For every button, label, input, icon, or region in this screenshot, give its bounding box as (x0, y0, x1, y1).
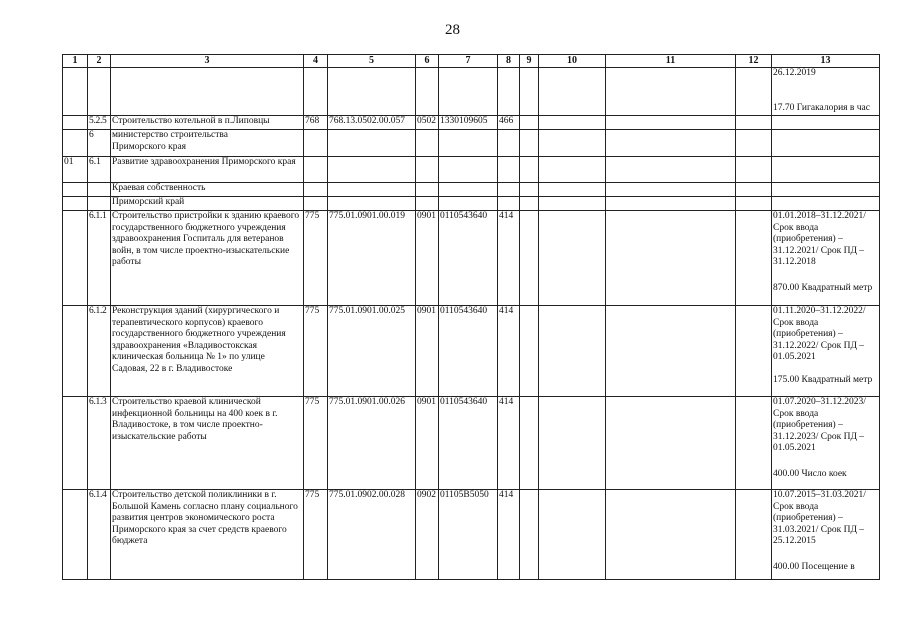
row-id: 01 (63, 157, 88, 183)
row-number: 6.1 (88, 157, 111, 183)
empty-cell (772, 130, 880, 157)
row-c7: 1330109605 (439, 116, 498, 130)
empty-cell (63, 306, 88, 397)
empty-cell (416, 197, 439, 211)
empty-cell (439, 197, 498, 211)
row-c6: 0901 (416, 211, 439, 306)
row-name: Приморский край (111, 197, 304, 211)
row-c6: 0901 (416, 397, 439, 490)
table-row (63, 397, 880, 490)
row-id (63, 116, 88, 130)
empty-cell (539, 183, 606, 197)
row-dates: 01.01.2018–31.12.2021/ Срок ввода (приобретения) – 31.12.2021/ Срок ПД – 31.12.2018 (773, 211, 866, 268)
column-header: 3 (111, 55, 304, 68)
empty-cell (736, 397, 772, 490)
column-header: 10 (539, 55, 606, 68)
row-name: Строительство детской поликлиники в г. Большой Камень согласно плану социального развития центров экономического роста Приморского края за счет средств краевого бюджета (111, 490, 304, 580)
column-header: 11 (606, 55, 736, 68)
empty-cell (606, 68, 736, 116)
empty-cell (520, 197, 539, 211)
column-header: 6 (416, 55, 439, 68)
row-c4: 768 (304, 116, 328, 130)
table-row (63, 211, 880, 306)
column-header: 9 (520, 55, 539, 68)
investment-table (62, 54, 880, 580)
empty-cell (416, 130, 439, 157)
empty-cell (606, 211, 736, 306)
column-header: 2 (88, 55, 111, 68)
empty-cell (606, 397, 736, 490)
row-c13 (772, 490, 880, 580)
row-measure: 175.00 Квадратный метр (773, 374, 873, 385)
empty-cell (520, 211, 539, 306)
row-name: Строительство котельной в п.Липовцы (111, 116, 304, 130)
table-row (63, 68, 880, 116)
row-number: 6.1.3 (88, 397, 111, 490)
empty-cell (520, 183, 539, 197)
row-c13 (772, 211, 880, 306)
row-c7: 0110543640 (439, 211, 498, 306)
row-c7: 0110543640 (439, 397, 498, 490)
empty-cell (539, 68, 606, 116)
empty-cell (304, 197, 328, 211)
row-c6: 0901 (416, 306, 439, 397)
empty-cell (498, 197, 520, 211)
empty-cell (520, 116, 539, 130)
page-number: 28 (445, 22, 460, 38)
empty-cell (736, 490, 772, 580)
empty-cell (539, 397, 606, 490)
column-header: 8 (498, 55, 520, 68)
empty-cell (63, 490, 88, 580)
empty-cell (736, 211, 772, 306)
column-header: 1 (63, 55, 88, 68)
row-c13 (772, 68, 880, 116)
empty-cell (304, 183, 328, 197)
row-c7: 0110543640 (439, 306, 498, 397)
row-name (111, 68, 304, 116)
row-c4: 775 (304, 397, 328, 490)
empty-cell (539, 116, 606, 130)
table-row (63, 130, 880, 157)
empty-cell (88, 183, 111, 197)
empty-cell (63, 211, 88, 306)
row-c6: 0502 (416, 116, 439, 130)
empty-cell (606, 306, 736, 397)
row-id (63, 68, 88, 116)
row-c5: 768.13.0502.00.057 (328, 116, 416, 130)
table-row (63, 490, 880, 580)
empty-cell (520, 68, 539, 116)
row-dates: 01.07.2020–31.12.2023/ Срок ввода (приобретения) – 31.12.2023/ Срок ПД – 01.05.2021 (773, 397, 866, 454)
row-c8: 414 (498, 490, 520, 580)
empty-cell (304, 157, 328, 183)
row-c5: 775.01.0902.00.028 (328, 490, 416, 580)
table-row (63, 306, 880, 397)
empty-cell (606, 157, 736, 183)
row-name: Строительство краевой клинической инфекционной больницы на 400 коек в г. Владивостоке, в том числе проектно-изыскательские работы (111, 397, 304, 490)
row-number: 6.1.4 (88, 490, 111, 580)
empty-cell (416, 157, 439, 183)
empty-cell (328, 197, 416, 211)
row-c7 (439, 68, 498, 116)
row-measure: 17.70 Гигакалория в час (773, 102, 870, 113)
empty-cell (498, 183, 520, 197)
column-header: 4 (304, 55, 328, 68)
empty-cell (772, 183, 880, 197)
row-number: 6.1.2 (88, 306, 111, 397)
empty-cell (772, 197, 880, 211)
empty-cell (498, 130, 520, 157)
empty-cell (736, 197, 772, 211)
row-c4: 775 (304, 306, 328, 397)
empty-cell (520, 130, 539, 157)
table-row (63, 157, 880, 183)
empty-cell (736, 116, 772, 130)
row-c4: 775 (304, 490, 328, 580)
row-c4: 775 (304, 211, 328, 306)
empty-cell (606, 197, 736, 211)
empty-cell (606, 130, 736, 157)
empty-cell (539, 197, 606, 211)
row-dates: 01.11.2020–31.12.2022/ Срок ввода (приобретения) – 31.12.2022/ Срок ПД – 01.05.2021 (773, 306, 866, 363)
row-name: Реконструкция зданий (хирургического и терапевтического корпусов) краевого государственного бюджетного учреждения здравоохранения «Владивостокская клиническая больница № 1» по улице Садовая, 22 в г. Владивостоке (111, 306, 304, 397)
row-name: министерство строительства Приморского края (111, 130, 304, 157)
table-row (63, 183, 880, 197)
empty-cell (520, 490, 539, 580)
table-row (63, 197, 880, 211)
empty-cell (416, 183, 439, 197)
empty-cell (772, 157, 880, 183)
empty-cell (328, 130, 416, 157)
row-number: 5.2.5 (88, 116, 111, 130)
column-header: 13 (772, 55, 880, 68)
row-c13 (772, 116, 880, 130)
row-c8: 414 (498, 306, 520, 397)
row-c13 (772, 397, 880, 490)
empty-cell (736, 183, 772, 197)
row-dates: 26.12.2019 (773, 68, 816, 78)
empty-cell (304, 130, 328, 157)
empty-cell (520, 306, 539, 397)
empty-cell (539, 130, 606, 157)
row-dates: 10.07.2015–31.03.2021/ Срок ввода (приобретения) – 31.03.2021/ Срок ПД – 25.12.2015 (773, 490, 866, 547)
row-c6 (416, 68, 439, 116)
row-c13 (772, 306, 880, 397)
empty-cell (539, 490, 606, 580)
row-name: Краевая собственность (111, 183, 304, 197)
row-c5: 775.01.0901.00.026 (328, 397, 416, 490)
empty-cell (606, 183, 736, 197)
empty-cell (439, 130, 498, 157)
row-c6: 0902 (416, 490, 439, 580)
empty-cell (539, 211, 606, 306)
row-c8: 466 (498, 116, 520, 130)
row-c5 (328, 68, 416, 116)
row-c5: 775.01.0901.00.019 (328, 211, 416, 306)
empty-cell (736, 68, 772, 116)
row-number: 6.1.1 (88, 211, 111, 306)
row-c4 (304, 68, 328, 116)
row-measure: 870.00 Квадратный метр (773, 282, 873, 293)
empty-cell (88, 197, 111, 211)
row-c8 (498, 68, 520, 116)
row-number: 6 (88, 130, 111, 157)
column-header: 12 (736, 55, 772, 68)
empty-cell (328, 157, 416, 183)
empty-cell (328, 183, 416, 197)
empty-cell (63, 197, 88, 211)
header-row (63, 55, 880, 68)
table-row (63, 116, 880, 130)
empty-cell (63, 397, 88, 490)
empty-cell (439, 183, 498, 197)
empty-cell (520, 397, 539, 490)
row-name: Строительство пристройки к зданию краевого государственного бюджетного учреждения здравоохранения Госпиталь для ветеранов войн, в том числе проектно-изыскательские работы (111, 211, 304, 306)
empty-cell (736, 130, 772, 157)
row-c8: 414 (498, 397, 520, 490)
row-measure: 400.00 Число коек (773, 468, 847, 479)
row-name: Развитие здравоохранения Приморского края (111, 157, 304, 183)
row-measure: 400.00 Посещение в (773, 561, 855, 572)
empty-cell (520, 157, 539, 183)
empty-cell (439, 157, 498, 183)
column-header: 7 (439, 55, 498, 68)
empty-cell (736, 157, 772, 183)
empty-cell (539, 306, 606, 397)
empty-cell (498, 157, 520, 183)
empty-cell (606, 116, 736, 130)
empty-cell (63, 183, 88, 197)
empty-cell (606, 490, 736, 580)
column-header: 5 (328, 55, 416, 68)
empty-cell (736, 306, 772, 397)
row-c5: 775.01.0901.00.025 (328, 306, 416, 397)
empty-cell (539, 157, 606, 183)
row-number (88, 68, 111, 116)
row-c8: 414 (498, 211, 520, 306)
row-c7: 01105В5050 (439, 490, 498, 580)
row-id (63, 130, 88, 157)
